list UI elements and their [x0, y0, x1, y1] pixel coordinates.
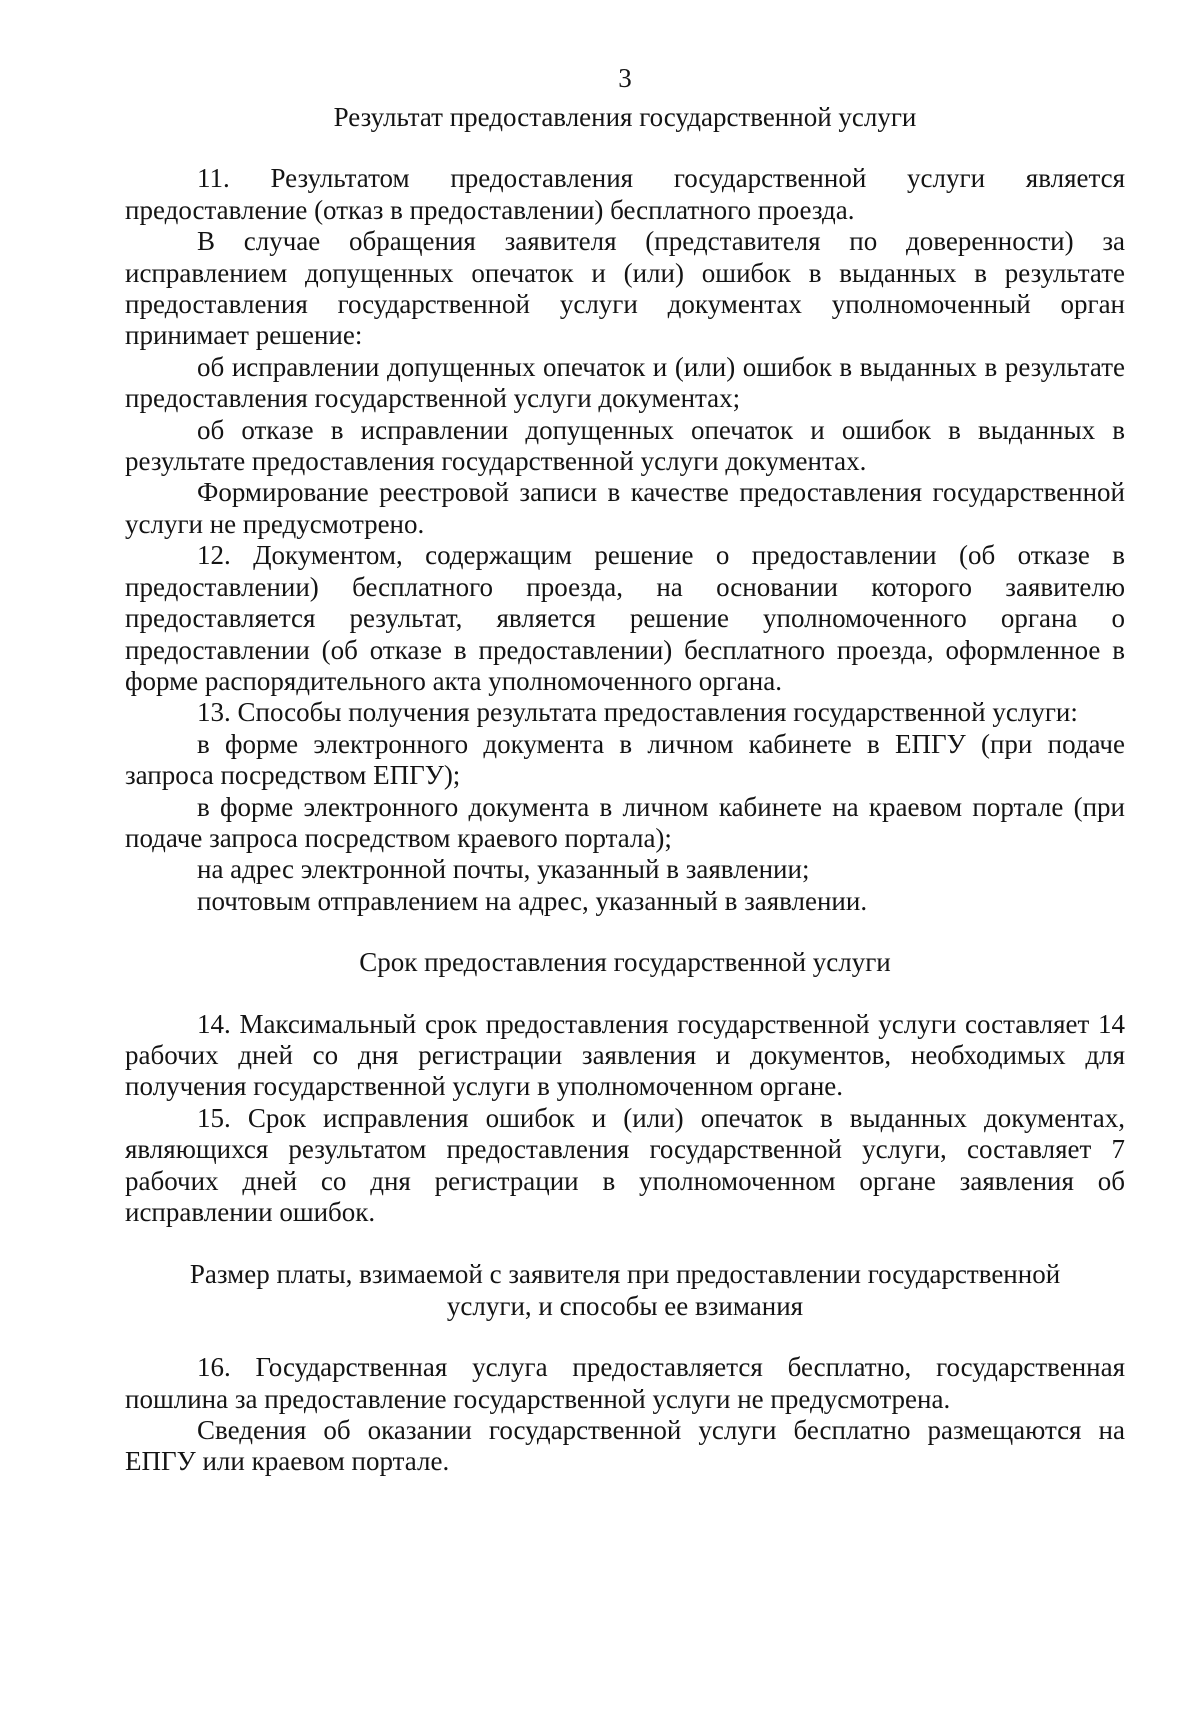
list-item-post: почтовым отправлением на адрес, указанный в заявлении. [197, 885, 868, 916]
section-heading-fee [125, 1259, 1125, 1322]
paragraph-15: 15. Срок исправления ошибок и (или) опечаток в выданных документах, являющихся результатом предоставления государственной услуги, составляет 7 рабочих дней со дня регистрации в уполномоченном органе заявления об исправлении ошибок. [125, 1102, 1125, 1227]
list-item-epgu: в форме электронного документа в личном кабинете в ЕПГУ (при подаче запроса посредством ЕПГУ); [125, 728, 1125, 791]
section-heading-fee-line2: услуги, и способы ее взимания [446, 1290, 804, 1321]
paragraph-12: 12. Документом, содержащим решение о предоставлении (об отказе в предоставлении) бесплатного проезда, на основании которого заявителю предоставляется результат, является решение уполномоченного органа о предоставлении (об отказе в предоставлении) бесплатного проезда, оформленное в форме распорядительного акта уполномоченного органа. [125, 540, 1125, 696]
section-heading-result: Результат предоставления государственной услуги [333, 102, 917, 132]
paragraph-16: 16. Государственная услуга предоставляется бесплатно, государственная пошлина за предоставление государственной услуги не предусмотрена. [125, 1352, 1125, 1414]
section-heading-fee-line1: Размер платы, взимаемой с заявителя при предоставлении государственной [189, 1259, 1061, 1290]
section-heading-term: Срок предоставления государственной услуги [359, 947, 891, 978]
document-body [125, 102, 1125, 1478]
paragraph-14: 14. Максимальный срок предоставления государственной услуги составляет 14 рабочих дней со дня регистрации заявления и документов, необходимых для получения государственной услуги в уполномоченном органе. [125, 1008, 1125, 1102]
list-item-regional-portal: в форме электронного документа в личном кабинете на краевом портале (при подаче запроса посредством краевого портала); [125, 791, 1125, 853]
paragraph-free-info: Сведения об оказании государственной услуги бесплатно размещаются на ЕПГУ или краевом портале. [125, 1415, 1125, 1477]
list-item-email: на адрес электронной почты, указанный в заявлении; [197, 854, 810, 885]
paragraph-decision-refuse: об отказе в исправлении допущенных опечаток и ошибок в выданных в результате предоставления государственной услуги документах. [125, 414, 1125, 477]
paragraph-11: 11. Результатом предоставления государственной услуги является предоставление (отказ в предоставлении) бесплатного проезда. [125, 163, 1125, 225]
page-number: 3 [618, 63, 632, 93]
paragraph-registry-record: Формирование реестровой записи в качестве предоставления государственной услуги не предусмотрено. [125, 477, 1125, 539]
paragraph-13: 13. Способы получения результата предоставления государственной услуги: [197, 697, 1078, 728]
paragraph-decision-correct: об исправлении допущенных опечаток и (или) ошибок в выданных в результате предоставления государственной услуги документах; [125, 351, 1125, 414]
paragraph-correction-request: В случае обращения заявителя (представителя по доверенности) за исправлением допущенных опечаток и (или) ошибок в выданных в результате предоставления государственной услуги документах уполномоченный орган принимает решение: [125, 226, 1125, 351]
